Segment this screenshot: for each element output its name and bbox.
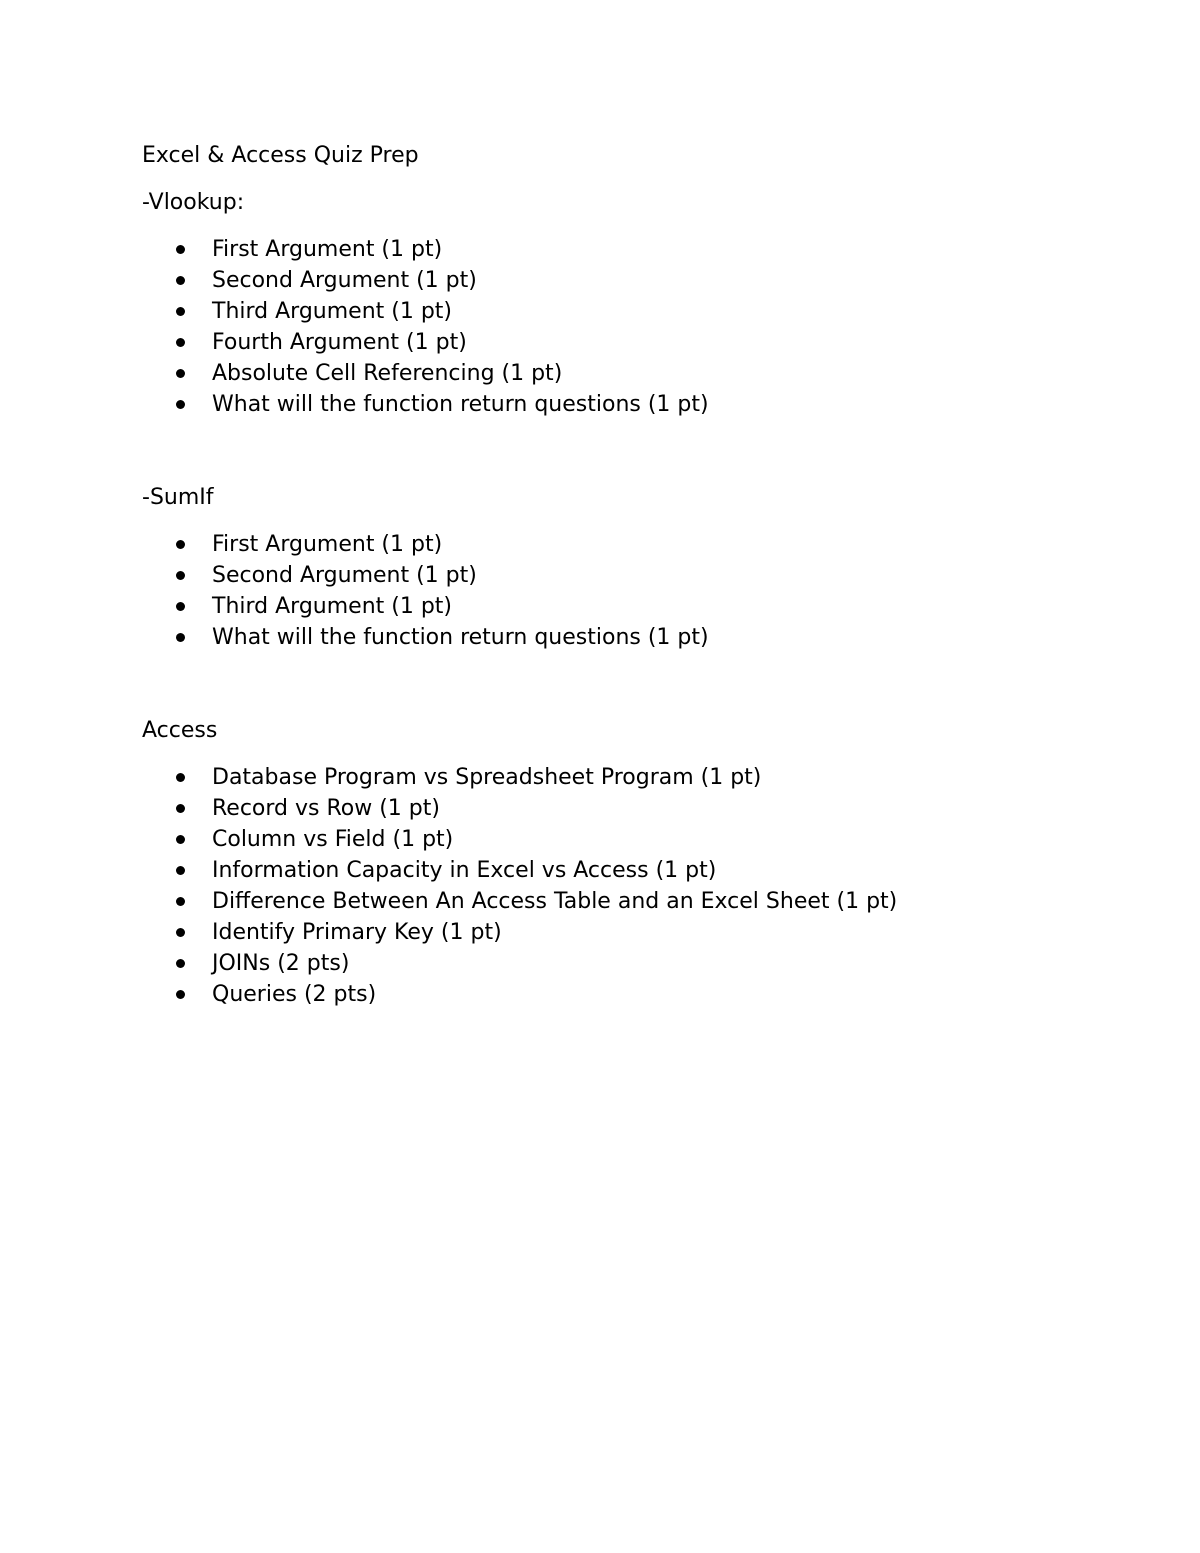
section-heading-vlookup: -Vlookup:	[142, 190, 245, 215]
list-item-text: Record vs Row (1 pt)	[212, 796, 440, 821]
list-item	[142, 979, 1102, 1010]
list-item-text: First Argument (1 pt)	[212, 532, 443, 557]
list-item	[142, 529, 1102, 560]
bullet-icon	[176, 602, 185, 611]
section-heading-access: Access	[142, 718, 218, 743]
list-item-text: Database Program vs Spreadsheet Program (1 pt)	[212, 765, 762, 790]
section-access	[142, 715, 1102, 1010]
list-item	[142, 762, 1102, 793]
bullet-icon	[176, 276, 185, 285]
bullet-icon	[176, 866, 185, 875]
list-item	[142, 917, 1102, 948]
list-item	[142, 327, 1102, 358]
bullet-icon	[176, 835, 185, 844]
bullet-icon	[176, 307, 185, 316]
list-item-text: Difference Between An Access Table and an Excel Sheet (1 pt)	[212, 889, 898, 914]
list-item	[142, 234, 1102, 265]
bullet-icon	[176, 338, 185, 347]
document-title: Excel & Access Quiz Prep	[142, 143, 419, 168]
list-item	[142, 358, 1102, 389]
bullet-icon	[176, 897, 185, 906]
bullet-icon	[176, 245, 185, 254]
bullet-icon	[176, 571, 185, 580]
section-vlookup	[142, 187, 1102, 420]
list-item	[142, 824, 1102, 855]
list-item-text: Third Argument (1 pt)	[212, 299, 453, 324]
bullet-icon	[176, 990, 185, 999]
bullet-icon	[176, 773, 185, 782]
list-item-text: First Argument (1 pt)	[212, 237, 443, 262]
list-item	[142, 591, 1102, 622]
list-item	[142, 793, 1102, 824]
list-item	[142, 296, 1102, 327]
bullet-icon	[176, 633, 185, 642]
sumif-topic-list	[142, 529, 1102, 653]
list-item-text: Second Argument (1 pt)	[212, 563, 477, 588]
list-item	[142, 265, 1102, 296]
list-item-text: Identify Primary Key (1 pt)	[212, 920, 502, 945]
list-item	[142, 948, 1102, 979]
list-item-text: Information Capacity in Excel vs Access (1 pt)	[212, 858, 717, 883]
list-item	[142, 389, 1102, 420]
list-item-text: What will the function return questions (1 pt)	[212, 625, 709, 650]
vlookup-topic-list	[142, 234, 1102, 420]
bullet-icon	[176, 928, 185, 937]
list-item-text: Fourth Argument (1 pt)	[212, 330, 467, 355]
document-body	[142, 140, 1102, 1072]
bullet-icon	[176, 369, 185, 378]
list-item	[142, 622, 1102, 653]
list-item	[142, 560, 1102, 591]
section-heading-sumif: -SumIf	[142, 485, 214, 510]
list-item-text: Second Argument (1 pt)	[212, 268, 477, 293]
bullet-icon	[176, 400, 185, 409]
list-item	[142, 886, 1102, 917]
bullet-icon	[176, 804, 185, 813]
list-item-text: JOINs (2 pts)	[212, 951, 350, 976]
list-item-text: What will the function return questions (1 pt)	[212, 392, 709, 417]
section-sumif	[142, 482, 1102, 653]
list-item-text: Column vs Field (1 pt)	[212, 827, 454, 852]
access-topic-list	[142, 762, 1102, 1010]
list-item-text: Third Argument (1 pt)	[212, 594, 453, 619]
bullet-icon	[176, 959, 185, 968]
list-item-text: Queries (2 pts)	[212, 982, 377, 1007]
bullet-icon	[176, 540, 185, 549]
list-item	[142, 855, 1102, 886]
list-item-text: Absolute Cell Referencing (1 pt)	[212, 361, 563, 386]
